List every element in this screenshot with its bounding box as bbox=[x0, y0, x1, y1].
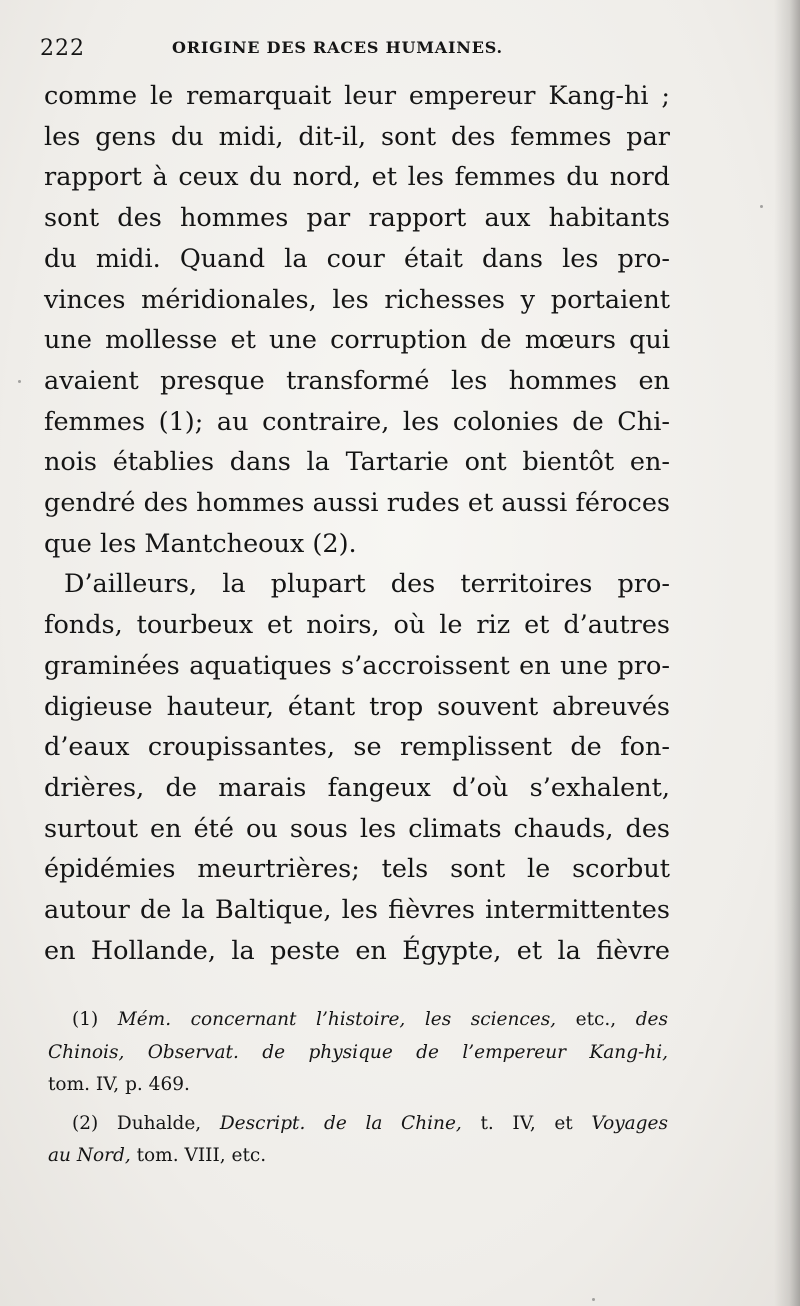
page-edge-shadow bbox=[774, 0, 800, 1306]
text-line: une mollesse et une corruption de mœurs qui bbox=[44, 325, 670, 356]
page-number: 222 bbox=[40, 36, 85, 61]
footnote-italic-text: Descript. de la Chine, bbox=[219, 1112, 462, 1134]
text-line: sont des hommes par rapport aux habitants bbox=[44, 203, 670, 234]
running-title: ORIGINE DES RACES HUMAINES. bbox=[172, 38, 503, 57]
text-line: nois établies dans la Tartarie ont bientôt en- bbox=[44, 447, 670, 478]
paper-speck bbox=[760, 205, 763, 208]
paper-speck bbox=[592, 1298, 595, 1301]
footnote-italic-text: Chinois, Observat. de physique de l’empereur Kang-hi, bbox=[48, 1041, 668, 1063]
footnote-italic-text: au Nord, bbox=[48, 1145, 131, 1166]
text-line: du midi. Quand la cour était dans les pro- bbox=[44, 243, 670, 274]
body-text bbox=[44, 76, 670, 971]
footnote-2-line-2 bbox=[48, 1140, 668, 1173]
text-line: que les Mantcheoux (2). bbox=[44, 528, 357, 559]
footnote-text: etc., bbox=[575, 1009, 617, 1030]
text-line: avaient presque transformé les hommes en bbox=[44, 365, 670, 396]
text-line: vinces méridionales, les richesses y portaient bbox=[44, 284, 670, 315]
footnote-italic-text: Voyages bbox=[591, 1112, 668, 1134]
text-line: fonds, tourbeux et noirs, où le riz et d’autres bbox=[44, 610, 670, 641]
footnote-1-line-2 bbox=[48, 1037, 668, 1070]
text-line: d’eaux croupissantes, se remplissent de fon- bbox=[44, 732, 670, 763]
text-line: drières, de marais fangeux d’où s’exhalent, bbox=[44, 772, 670, 803]
footnote-text: tom. IV, p. 469. bbox=[48, 1074, 190, 1095]
footnote-italic-text: des bbox=[635, 1009, 668, 1030]
text-line: digieuse hauteur, étant trop souvent abreuvés bbox=[44, 691, 670, 722]
paper-speck bbox=[18, 380, 21, 383]
footnote-1-line-1 bbox=[48, 1004, 668, 1037]
footnote-italic-text: Mém. concernant l’histoire, les sciences, bbox=[117, 1009, 557, 1030]
text-line: épidémies meurtrières; tels sont le scorbut bbox=[44, 854, 670, 885]
footnote-text: tom. VIII, etc. bbox=[136, 1145, 267, 1166]
footnote-marker: (2) bbox=[72, 1112, 99, 1134]
text-line: en Hollande, la peste en Égypte, et la fièvre bbox=[44, 935, 670, 966]
footnote-text: t. IV, et bbox=[480, 1112, 573, 1134]
footnote-1-line-3 bbox=[48, 1069, 668, 1102]
text-line: graminées aquatiques s’accroissent en une pro- bbox=[44, 650, 670, 681]
text-line: D’ailleurs, la plupart des territoires pro- bbox=[64, 569, 670, 600]
footnotes bbox=[48, 1004, 668, 1173]
text-line: femmes (1); au contraire, les colonies de Chi- bbox=[44, 406, 670, 437]
page-header bbox=[40, 36, 680, 72]
text-line: rapport à ceux du nord, et les femmes du nord bbox=[44, 162, 670, 193]
footnote-marker: (1) bbox=[72, 1009, 99, 1030]
text-line: gendré des hommes aussi rudes et aussi féroces bbox=[44, 488, 670, 519]
text-line: autour de la Baltique, les fièvres intermittentes bbox=[44, 895, 670, 926]
footnote-2-line-1 bbox=[48, 1108, 668, 1141]
text-line: les gens du midi, dit-il, sont des femmes par bbox=[44, 121, 670, 152]
text-line: surtout en été ou sous les climats chauds, des bbox=[44, 813, 670, 844]
footnote-text: Duhalde, bbox=[116, 1112, 202, 1134]
text-line: comme le remarquait leur empereur Kang-hi ; bbox=[44, 81, 670, 111]
